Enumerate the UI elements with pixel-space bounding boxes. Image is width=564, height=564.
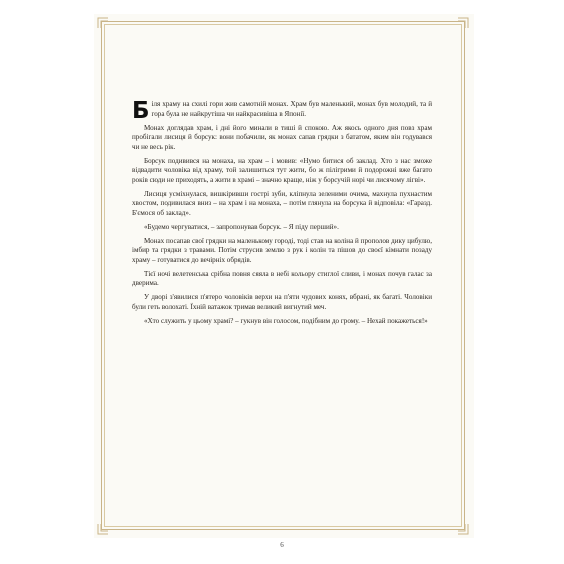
paragraph: Монах доглядав храм, і дні його минали в тиші й спокою. Аж якось одного дня повз храм пробігали лисиця й борсук: вони побачили, як монах сапав грядки з бататом, яким він годувався чи не весь рік. — [132, 123, 432, 151]
corner-ornament-icon — [457, 523, 469, 535]
paragraph: «Будемо чергуватися, – запропонував борсук. – Я піду перший». — [144, 222, 339, 231]
corner-ornament-icon — [457, 17, 469, 29]
paragraph: «Хто служить у цьому храмі? – гукнув він голосом, подібним до грому. – Нехай покажеться!» — [144, 316, 428, 325]
page-number: 6 — [280, 541, 284, 549]
drop-cap: Б — [132, 98, 150, 124]
paragraph: Борсук подивився на монаха, на храм – і мовив: «Нумо битися об заклад. Хто з нас зможе відвадити чоловіка від храму, той залишиться тут жити, бо ж пілігрими й подорожні вже багато років сюди не приходять, а жити в храмі – значно краще, ніж у борсучій норі чи лисячому лігві». — [132, 156, 432, 184]
story-text — [132, 100, 432, 331]
paragraph — [132, 98, 432, 124]
paragraph: У дворі з'явилися п'ятеро чоловіків верхи на п'яти чудових конях, вбрані, як багаті. Чоловіки були геть волохаті. Їхній ватажок тримав великий вигнутий меч. — [132, 293, 432, 311]
paragraph-text: іля храму на схилі гори жив самотній монах. Храм був маленький, монах був молодий, та й гора була не найкрутіша чи найкрасивіша в Японії. — [151, 100, 432, 118]
paragraph: Монах посапав свої грядки на маленькому городі, тоді став на коліна й прополов дику цибулю, імбир та грядки з травами. Потім струсив землю з рук і колін та пішов до своєї кімнати позаду храму – готуватися до вечірніх обрядів. — [132, 236, 432, 264]
corner-ornament-icon — [97, 523, 109, 535]
corner-ornament-icon — [97, 17, 109, 29]
paragraph: Тієї ночі велетенська срібна повня сяяла в небі кольору стиглої сливи, і монах почув галас за дверима. — [132, 269, 432, 287]
paragraph: Лисиця усміхнулася, вишкіривши гострі зуби, кліпнула зеленими очима, махнула пухнастим хвостом, подивилася вниз – на храм і на монаха, – потім глянула на борсука й відповіла: «Гаразд. Б'ємося об заклад». — [132, 189, 432, 217]
